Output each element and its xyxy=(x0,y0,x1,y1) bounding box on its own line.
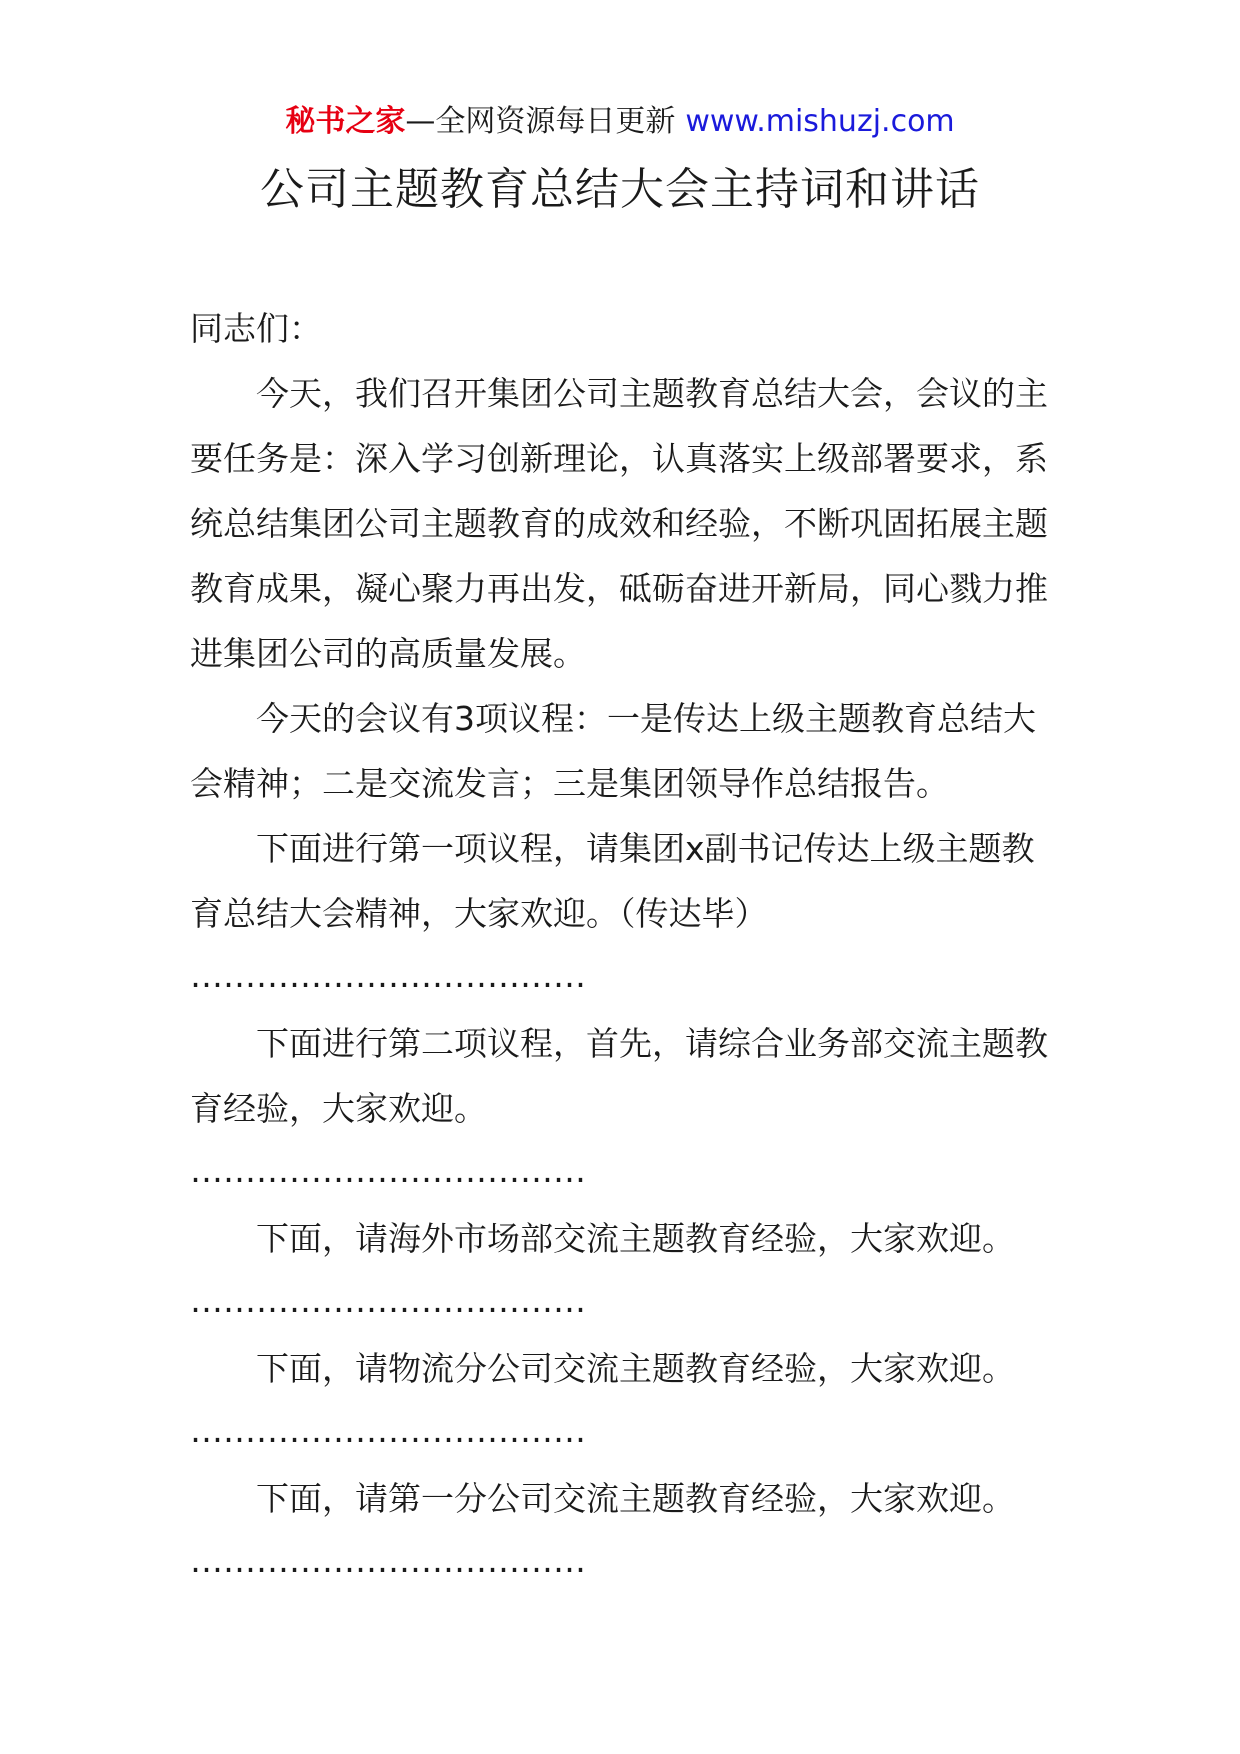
paragraph-overseas-dept: 下面，请海外市场部交流主题教育经验，大家欢迎。 xyxy=(256,1219,1015,1258)
paragraph-agenda: 今天的会议有3项议程：一是传达上级主题教育总结大会精神；二是交流发言；三是集团领导作总结报告。 xyxy=(190,699,1036,803)
paragraph-opening: 今天，我们召开集团公司主题教育总结大会，会议的主要任务是：深入学习创新理论，认真落实上级部署要求，系统总结集团公司主题教育的成效和经验，不断巩固拓展主题教育成果，凝心聚力再出发，砥砺奋进开新局，同心戮力推进集团公司的高质量发展。 xyxy=(190,374,1048,673)
ellipsis-separator: ……………………………… xyxy=(190,1281,586,1320)
document-title: 公司主题教育总结大会主持词和讲话 xyxy=(260,164,980,215)
ellipsis-separator: ……………………………… xyxy=(190,956,586,995)
ellipsis-separator: ……………………………… xyxy=(190,1151,586,1190)
paragraph-logistics-branch: 下面，请物流分公司交流主题教育经验，大家欢迎。 xyxy=(256,1349,1015,1388)
site-brand: 秘书之家 xyxy=(285,104,406,139)
site-header xyxy=(0,102,1240,142)
ellipsis-separator: ……………………………… xyxy=(190,1541,586,1580)
ellipsis-separator: ……………………………… xyxy=(190,1411,586,1450)
document-body xyxy=(190,296,1060,1596)
salutation: 同志们： xyxy=(190,309,322,348)
paragraph-item-two: 下面进行第二项议程，首先，请综合业务部交流主题教育经验，大家欢迎。 xyxy=(190,1024,1048,1128)
paragraph-first-branch: 下面，请第一分公司交流主题教育经验，大家欢迎。 xyxy=(256,1479,1015,1518)
site-url-link[interactable]: www.mishuzj.com xyxy=(685,104,955,139)
paragraph-item-one: 下面进行第一项议程，请集团x副书记传达上级主题教育总结大会精神，大家欢迎。（传达毕） xyxy=(190,829,1035,933)
site-slogan: —全网资源每日更新 xyxy=(405,104,676,139)
